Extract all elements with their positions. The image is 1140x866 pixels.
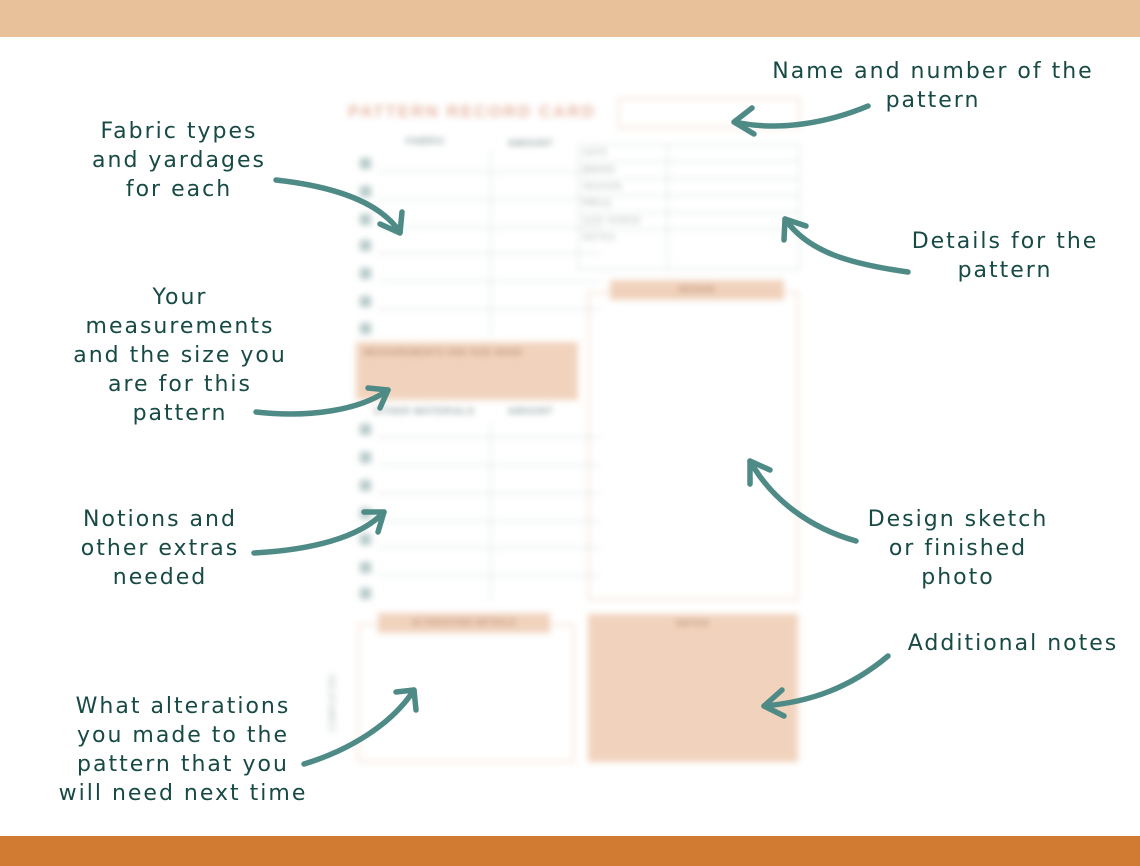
detail-row-price: PRICE xyxy=(579,196,799,213)
annotation-additional-notes: Additional notes xyxy=(907,631,1119,656)
checkbox xyxy=(360,534,371,545)
fabric-column-header: FABRIC xyxy=(406,136,446,146)
fabric-row xyxy=(360,186,600,200)
pattern-details-table xyxy=(578,144,800,270)
material-row xyxy=(360,562,600,576)
fabric-row xyxy=(360,296,600,310)
amount-column-header-2: AMOUNT xyxy=(508,406,554,416)
bottom-color-band xyxy=(0,836,1140,866)
annotation-details: Details for the pattern xyxy=(911,229,1099,283)
material-row xyxy=(360,588,600,602)
checkbox xyxy=(360,214,371,225)
detail-row-date: DATE xyxy=(579,145,799,162)
design-label: DESIGN xyxy=(610,280,784,300)
card-title: PATTERN RECORD CARD xyxy=(348,102,596,121)
fabric-row xyxy=(360,158,600,172)
annotation-name-number: Name and number of the pattern xyxy=(772,59,1094,113)
alteration-label: ALTERATION DETAILS xyxy=(378,613,550,633)
alteration-details-frame xyxy=(358,624,574,762)
checkbox xyxy=(360,588,371,599)
checkbox xyxy=(360,296,371,307)
checkbox xyxy=(360,158,371,169)
material-row xyxy=(360,424,600,438)
annotation-notions: Notions and other extras needed xyxy=(80,507,240,590)
notes-label: NOTES xyxy=(588,614,798,634)
fabric-row xyxy=(360,268,600,282)
measurements-box xyxy=(356,342,578,400)
checkbox xyxy=(360,508,371,519)
annotation-design: Design sketch or finished photo xyxy=(867,507,1049,590)
checkbox xyxy=(360,186,371,197)
annotation-alterations: What alterations you made to the pattern that you will need next time xyxy=(58,694,308,806)
material-row xyxy=(360,480,600,494)
completed-side-label: COMPLETED xyxy=(328,673,337,732)
checkbox xyxy=(360,480,371,491)
material-row xyxy=(360,452,600,466)
other-materials-header: OTHER MATERIALS xyxy=(374,406,475,416)
pattern-record-card xyxy=(330,92,810,772)
detail-row-size-range: SIZE RANGE xyxy=(579,213,799,230)
design-sketch-frame xyxy=(588,292,798,600)
top-color-band xyxy=(0,0,1140,37)
checkbox xyxy=(360,452,371,463)
annotation-fabric: Fabric types and yardages for each xyxy=(92,119,266,202)
annotation-measurements: Your measurements and the size you are for this pattern xyxy=(73,285,287,426)
amount-column-header: AMOUNT xyxy=(508,138,554,148)
fabric-row xyxy=(360,240,600,254)
checkbox xyxy=(360,323,371,334)
fabric-row xyxy=(360,214,600,228)
checkbox xyxy=(360,424,371,435)
notes-box xyxy=(588,614,798,762)
detail-row-brand: BRAND xyxy=(579,162,799,179)
checkbox xyxy=(360,562,371,573)
material-row xyxy=(360,508,600,522)
measurements-label: MEASUREMENTS AND SIZE MADE xyxy=(364,348,524,357)
material-row xyxy=(360,534,600,548)
checkbox xyxy=(360,240,371,251)
detail-row-notes: NOTES xyxy=(579,230,799,270)
detail-row-season: SEASON xyxy=(579,179,799,196)
fabric-row xyxy=(360,323,600,337)
checkbox xyxy=(360,268,371,279)
